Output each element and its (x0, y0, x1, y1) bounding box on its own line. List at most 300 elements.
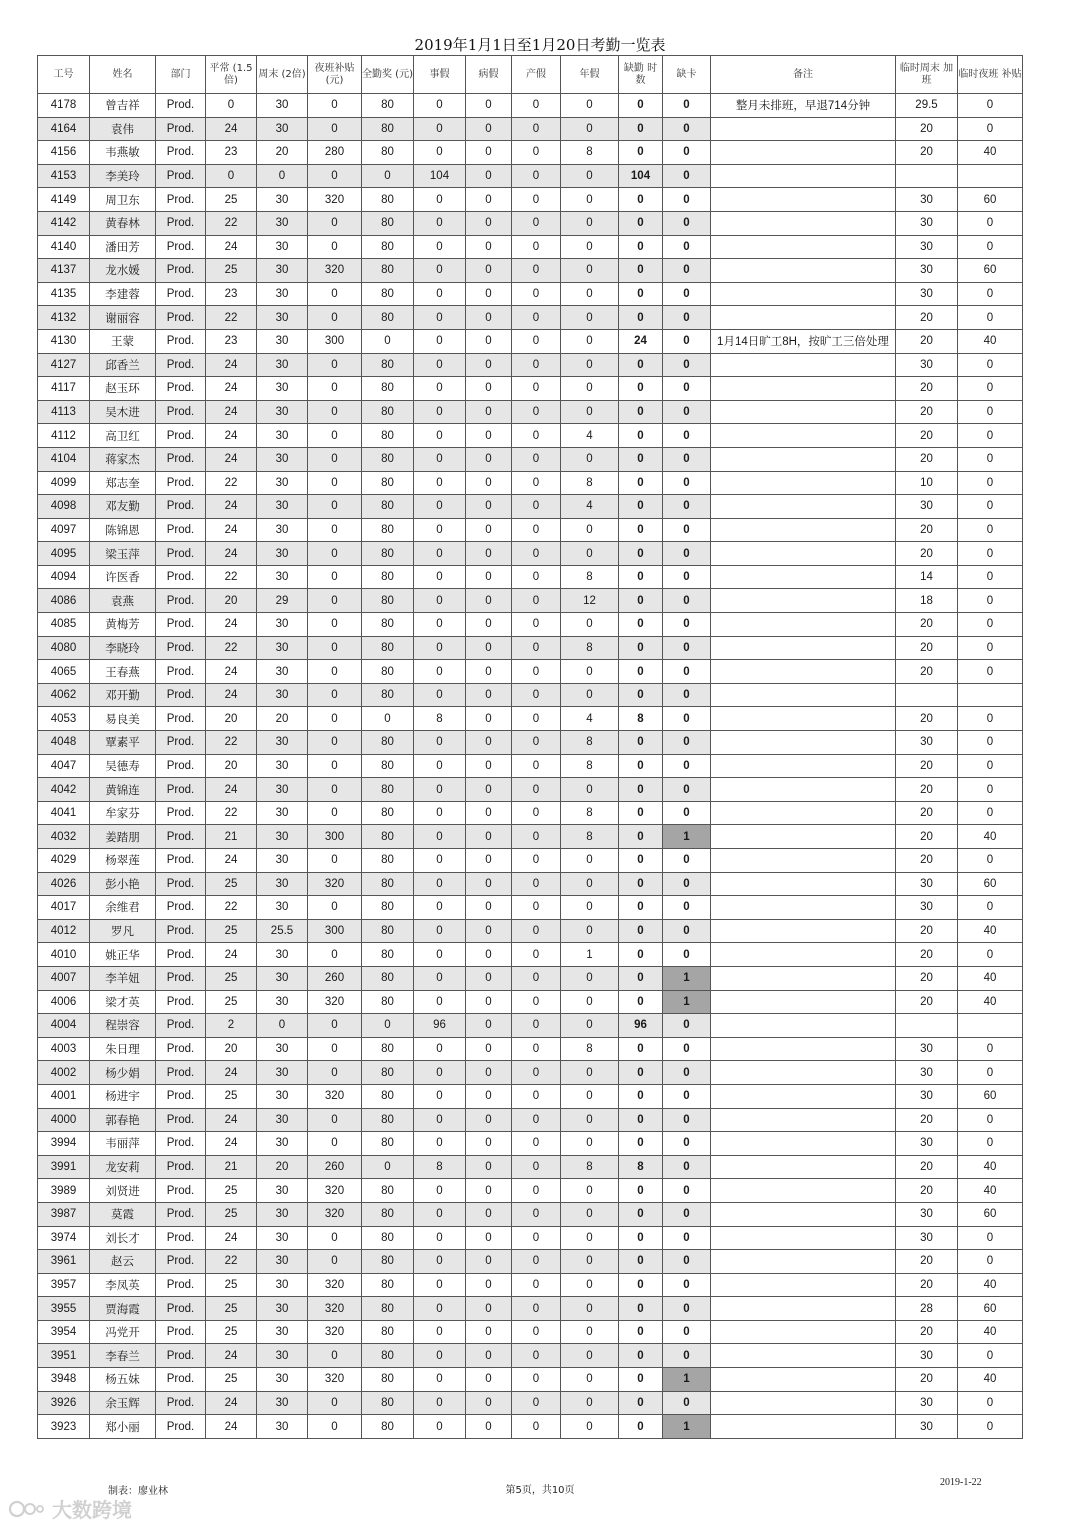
col-id-cell: 4000 (38, 1108, 90, 1132)
col-weekend-ot-cell: 30 (257, 329, 308, 353)
col-weekend-cell: 30 (896, 211, 958, 235)
col-sick-leave-cell: 0 (466, 565, 512, 589)
col-dept-cell: Prod. (156, 1132, 206, 1156)
col-weekend-ot-cell: 30 (257, 613, 308, 637)
col-id-cell: 4094 (38, 565, 90, 589)
col-annual-leave-cell: 0 (561, 1391, 619, 1415)
col-absent-cell: 0 (619, 1037, 663, 1061)
col-id-cell: 4153 (38, 164, 90, 188)
col-night-cell: 0 (958, 377, 1023, 401)
col-maternity-leave-cell: 0 (512, 447, 561, 471)
col-dept-cell: Prod. (156, 94, 206, 118)
col-absent-cell: 0 (619, 778, 663, 802)
col-miss-cell: 0 (663, 164, 711, 188)
col-miss-cell: 0 (663, 707, 711, 731)
col-name-cell: 李建蓉 (90, 282, 156, 306)
col-personal-leave-cell: 0 (414, 1368, 466, 1392)
table-row (38, 424, 1023, 448)
col-maternity-leave-cell: 0 (512, 896, 561, 920)
col-name-cell: 李凤英 (90, 1273, 156, 1297)
col-note-cell: 1月14日旷工8H，按旷工三倍处理 (711, 329, 896, 353)
col-weekend-ot-cell: 30 (257, 235, 308, 259)
col-night-allowance-cell: 260 (308, 1155, 362, 1179)
col-sick-leave-cell: 0 (466, 1179, 512, 1203)
table-row (38, 589, 1023, 613)
col-sick-leave-cell: 0 (466, 1415, 512, 1439)
col-maternity-leave-cell: 0 (512, 259, 561, 283)
col-weekend-cell: 20 (896, 849, 958, 873)
col-sick-leave-cell: 0 (466, 353, 512, 377)
col-weekend-cell: 20 (896, 966, 958, 990)
col-weekend-ot-cell: 30 (257, 1061, 308, 1085)
col-weekend-cell: 20 (896, 1155, 958, 1179)
col-absent-cell: 0 (619, 754, 663, 778)
col-night-cell: 0 (958, 306, 1023, 330)
col-night-allowance-cell: 0 (308, 400, 362, 424)
col-miss-cell: 0 (663, 636, 711, 660)
col-sick-leave-cell: 0 (466, 1368, 512, 1392)
col-weekday-cell: 25 (206, 990, 257, 1014)
col-dept-cell: Prod. (156, 565, 206, 589)
col-dept-cell: Prod. (156, 966, 206, 990)
col-id-cell: 4137 (38, 259, 90, 283)
col-weekend-ot-cell: 30 (257, 731, 308, 755)
col-night-cell: 0 (958, 589, 1023, 613)
col-id-cell: 4135 (38, 282, 90, 306)
table-row (38, 1320, 1023, 1344)
col-miss-cell: 0 (663, 447, 711, 471)
col-maternity-leave-cell: 0 (512, 919, 561, 943)
col-note-cell (711, 731, 896, 755)
col-night-cell: 0 (958, 117, 1023, 141)
col-dept-cell: Prod. (156, 282, 206, 306)
col-night-allowance-cell: 0 (308, 471, 362, 495)
col-miss-cell: 0 (663, 282, 711, 306)
col-night-allowance-cell: 0 (308, 683, 362, 707)
col-note-cell (711, 1108, 896, 1132)
table-row (38, 188, 1023, 212)
col-annual-leave-cell: 0 (561, 188, 619, 212)
col-annual-leave-cell: 0 (561, 282, 619, 306)
col-bonus-cell: 80 (362, 211, 414, 235)
col-night-allowance-cell: 300 (308, 329, 362, 353)
col-note-cell (711, 1061, 896, 1085)
col-bonus-cell: 80 (362, 849, 414, 873)
col-weekday-cell: 24 (206, 1108, 257, 1132)
col-dept-cell: Prod. (156, 377, 206, 401)
col-night-allowance-cell: 280 (308, 141, 362, 165)
col-bonus-cell: 80 (362, 471, 414, 495)
col-annual-leave-cell: 0 (561, 990, 619, 1014)
col-id-cell: 4113 (38, 400, 90, 424)
watermark-logo-icon (8, 1498, 48, 1520)
table-row (38, 94, 1023, 118)
col-annual-leave-cell: 0 (561, 1250, 619, 1274)
col-absent-cell: 0 (619, 94, 663, 118)
col-maternity-leave-cell: 0 (512, 188, 561, 212)
col-weekend-cell: 30 (896, 1132, 958, 1156)
col-bonus-cell: 80 (362, 1415, 414, 1439)
col-miss-cell: 0 (663, 1108, 711, 1132)
col-personal-leave-cell: 0 (414, 1391, 466, 1415)
col-header-sick-leave: 病假 (466, 56, 512, 94)
col-note-cell (711, 518, 896, 542)
col-miss-cell: 0 (663, 565, 711, 589)
col-annual-leave-cell: 0 (561, 683, 619, 707)
col-note-cell (711, 1391, 896, 1415)
col-sick-leave-cell: 0 (466, 778, 512, 802)
col-note-cell (711, 306, 896, 330)
col-night-allowance-cell: 0 (308, 164, 362, 188)
col-name-cell: 周卫东 (90, 188, 156, 212)
col-dept-cell: Prod. (156, 164, 206, 188)
col-annual-leave-cell: 0 (561, 353, 619, 377)
col-name-cell: 莫霞 (90, 1202, 156, 1226)
col-annual-leave-cell: 8 (561, 754, 619, 778)
col-personal-leave-cell: 8 (414, 707, 466, 731)
table-row (38, 1037, 1023, 1061)
col-note-cell (711, 235, 896, 259)
col-sick-leave-cell: 0 (466, 235, 512, 259)
col-sick-leave-cell: 0 (466, 919, 512, 943)
col-personal-leave-cell: 0 (414, 1202, 466, 1226)
col-personal-leave-cell: 0 (414, 329, 466, 353)
col-weekend-ot-cell: 30 (257, 1108, 308, 1132)
col-night-cell: 0 (958, 447, 1023, 471)
col-absent-cell: 0 (619, 801, 663, 825)
col-night-allowance-cell: 0 (308, 849, 362, 873)
col-miss-cell: 0 (663, 896, 711, 920)
attendance-table (37, 55, 1023, 1439)
col-bonus-cell: 80 (362, 636, 414, 660)
col-dept-cell: Prod. (156, 754, 206, 778)
col-annual-leave-cell: 0 (561, 1320, 619, 1344)
col-maternity-leave-cell: 0 (512, 353, 561, 377)
col-maternity-leave-cell: 0 (512, 400, 561, 424)
col-weekday-cell: 24 (206, 683, 257, 707)
sheet-title: 2019年1月1日至1月20日考勤一览表 (414, 36, 666, 54)
col-annual-leave-cell: 8 (561, 731, 619, 755)
col-maternity-leave-cell: 0 (512, 117, 561, 141)
col-miss-cell: 0 (663, 400, 711, 424)
col-header-weekend: 周末 (2倍) (257, 56, 308, 94)
col-night-allowance-cell: 0 (308, 754, 362, 778)
col-annual-leave-cell: 0 (561, 778, 619, 802)
col-sick-leave-cell: 0 (466, 1226, 512, 1250)
col-maternity-leave-cell: 0 (512, 542, 561, 566)
col-sick-leave-cell: 0 (466, 1014, 512, 1038)
col-id-cell: 4006 (38, 990, 90, 1014)
col-note-cell (711, 1368, 896, 1392)
col-night-cell: 60 (958, 188, 1023, 212)
col-weekday-cell: 23 (206, 282, 257, 306)
col-bonus-cell: 80 (362, 235, 414, 259)
col-note-cell (711, 164, 896, 188)
table-row (38, 518, 1023, 542)
col-name-cell: 冯党开 (90, 1320, 156, 1344)
col-bonus-cell: 80 (362, 1297, 414, 1321)
col-weekday-cell: 24 (206, 1415, 257, 1439)
col-weekend-ot-cell: 25.5 (257, 919, 308, 943)
col-night-allowance-cell: 320 (308, 990, 362, 1014)
col-name-cell: 赵玉环 (90, 377, 156, 401)
col-weekend-ot-cell: 30 (257, 966, 308, 990)
col-bonus-cell: 80 (362, 683, 414, 707)
col-name-cell: 李晓玲 (90, 636, 156, 660)
col-personal-leave-cell: 0 (414, 966, 466, 990)
col-annual-leave-cell: 1 (561, 943, 619, 967)
col-weekend-ot-cell: 30 (257, 1391, 308, 1415)
col-maternity-leave-cell: 0 (512, 825, 561, 849)
col-maternity-leave-cell: 0 (512, 1155, 561, 1179)
col-miss-cell: 0 (663, 1391, 711, 1415)
col-name-cell: 陈锦恩 (90, 518, 156, 542)
col-weekend-cell: 30 (896, 1202, 958, 1226)
col-id-cell: 4026 (38, 872, 90, 896)
col-sick-leave-cell: 0 (466, 329, 512, 353)
col-note-cell (711, 1415, 896, 1439)
col-sick-leave-cell: 0 (466, 1037, 512, 1061)
col-sick-leave-cell: 0 (466, 377, 512, 401)
col-maternity-leave-cell: 0 (512, 1368, 561, 1392)
col-weekend-cell: 20 (896, 1368, 958, 1392)
col-id-cell: 3989 (38, 1179, 90, 1203)
col-personal-leave-cell: 0 (414, 211, 466, 235)
col-weekday-cell: 23 (206, 141, 257, 165)
col-night-cell: 0 (958, 211, 1023, 235)
col-note-cell (711, 707, 896, 731)
col-weekend-ot-cell: 30 (257, 1273, 308, 1297)
col-night-cell: 0 (958, 1108, 1023, 1132)
col-miss-cell: 0 (663, 660, 711, 684)
col-night-cell: 0 (958, 518, 1023, 542)
col-miss-cell: 1 (663, 1368, 711, 1392)
col-bonus-cell: 80 (362, 1391, 414, 1415)
col-sick-leave-cell: 0 (466, 801, 512, 825)
col-name-cell: 王蒙 (90, 329, 156, 353)
col-dept-cell: Prod. (156, 825, 206, 849)
col-name-cell: 郭春艳 (90, 1108, 156, 1132)
col-absent-cell: 0 (619, 731, 663, 755)
table-row (38, 259, 1023, 283)
col-annual-leave-cell: 8 (561, 801, 619, 825)
col-miss-cell: 0 (663, 211, 711, 235)
col-absent-cell: 0 (619, 1273, 663, 1297)
col-weekday-cell: 25 (206, 259, 257, 283)
col-annual-leave-cell: 0 (561, 259, 619, 283)
table-row (38, 164, 1023, 188)
col-maternity-leave-cell: 0 (512, 1014, 561, 1038)
col-weekend-ot-cell: 30 (257, 1344, 308, 1368)
col-miss-cell: 0 (663, 306, 711, 330)
table-row (38, 1226, 1023, 1250)
col-night-allowance-cell: 0 (308, 1250, 362, 1274)
col-sick-leave-cell: 0 (466, 966, 512, 990)
col-maternity-leave-cell: 0 (512, 211, 561, 235)
col-absent-cell: 0 (619, 400, 663, 424)
col-miss-cell: 0 (663, 377, 711, 401)
col-weekend-ot-cell: 30 (257, 1297, 308, 1321)
col-bonus-cell: 80 (362, 1179, 414, 1203)
col-note-cell (711, 424, 896, 448)
col-name-cell: 邓友勤 (90, 495, 156, 519)
col-name-cell: 牟家芬 (90, 801, 156, 825)
col-night-cell: 0 (958, 495, 1023, 519)
col-sick-leave-cell: 0 (466, 896, 512, 920)
col-absent-cell: 0 (619, 1368, 663, 1392)
col-sick-leave-cell: 0 (466, 1273, 512, 1297)
col-night-allowance-cell: 0 (308, 235, 362, 259)
col-name-cell: 杨进宇 (90, 1084, 156, 1108)
col-night-allowance-cell: 0 (308, 495, 362, 519)
col-id-cell: 4098 (38, 495, 90, 519)
col-name-cell: 梁才英 (90, 990, 156, 1014)
col-bonus-cell: 80 (362, 990, 414, 1014)
col-night-cell: 40 (958, 966, 1023, 990)
col-absent-cell: 0 (619, 919, 663, 943)
col-absent-cell: 0 (619, 660, 663, 684)
col-note-cell (711, 683, 896, 707)
col-night-cell: 40 (958, 1273, 1023, 1297)
col-weekend-ot-cell: 30 (257, 1415, 308, 1439)
col-miss-cell: 0 (663, 1014, 711, 1038)
col-annual-leave-cell: 0 (561, 872, 619, 896)
col-weekend-ot-cell: 30 (257, 211, 308, 235)
col-miss-cell: 0 (663, 1250, 711, 1274)
col-id-cell: 3974 (38, 1226, 90, 1250)
col-weekend-cell: 30 (896, 1226, 958, 1250)
col-sick-leave-cell: 0 (466, 518, 512, 542)
col-note-cell (711, 943, 896, 967)
col-sick-leave-cell: 0 (466, 990, 512, 1014)
col-note-cell (711, 1250, 896, 1274)
table-row (38, 849, 1023, 873)
table-row (38, 329, 1023, 353)
table-row (38, 896, 1023, 920)
col-note-cell (711, 1014, 896, 1038)
col-weekend-cell (896, 1014, 958, 1038)
col-maternity-leave-cell: 0 (512, 801, 561, 825)
col-name-cell: 潘田芳 (90, 235, 156, 259)
col-weekend-ot-cell: 0 (257, 164, 308, 188)
col-sick-leave-cell: 0 (466, 872, 512, 896)
col-bonus-cell: 80 (362, 1250, 414, 1274)
col-miss-cell: 0 (663, 801, 711, 825)
col-id-cell: 3954 (38, 1320, 90, 1344)
col-night-allowance-cell: 320 (308, 1084, 362, 1108)
col-weekend-ot-cell: 20 (257, 707, 308, 731)
col-personal-leave-cell: 0 (414, 565, 466, 589)
col-header-temp-night-allowance: 临时夜班 补贴 (958, 56, 1023, 94)
col-night-cell: 0 (958, 424, 1023, 448)
col-night-cell: 60 (958, 259, 1023, 283)
col-weekday-cell: 0 (206, 164, 257, 188)
col-miss-cell: 0 (663, 683, 711, 707)
col-weekday-cell: 20 (206, 707, 257, 731)
col-dept-cell: Prod. (156, 400, 206, 424)
col-night-cell: 0 (958, 1250, 1023, 1274)
col-annual-leave-cell: 0 (561, 1179, 619, 1203)
col-annual-leave-cell: 0 (561, 1368, 619, 1392)
col-sick-leave-cell: 0 (466, 259, 512, 283)
col-night-allowance-cell: 0 (308, 1415, 362, 1439)
col-night-allowance-cell: 0 (308, 542, 362, 566)
col-annual-leave-cell: 0 (561, 329, 619, 353)
col-name-cell: 邱香兰 (90, 353, 156, 377)
col-night-cell: 0 (958, 943, 1023, 967)
col-id-cell: 3994 (38, 1132, 90, 1156)
col-weekend-ot-cell: 30 (257, 259, 308, 283)
col-weekend-cell: 20 (896, 990, 958, 1014)
col-note-cell (711, 1155, 896, 1179)
col-dept-cell: Prod. (156, 306, 206, 330)
col-absent-cell: 104 (619, 164, 663, 188)
col-weekend-cell: 20 (896, 801, 958, 825)
col-maternity-leave-cell: 0 (512, 282, 561, 306)
col-bonus-cell: 80 (362, 660, 414, 684)
col-night-cell: 40 (958, 1320, 1023, 1344)
col-bonus-cell: 80 (362, 778, 414, 802)
col-maternity-leave-cell: 0 (512, 235, 561, 259)
col-weekend-cell (896, 164, 958, 188)
col-weekend-cell: 20 (896, 1250, 958, 1274)
col-weekend-ot-cell: 30 (257, 801, 308, 825)
col-weekday-cell: 25 (206, 872, 257, 896)
col-absent-cell: 96 (619, 1014, 663, 1038)
col-miss-cell: 0 (663, 1297, 711, 1321)
col-id-cell: 4047 (38, 754, 90, 778)
col-header-night-allowance: 夜班补贴 (元) (308, 56, 362, 94)
col-weekend-ot-cell: 30 (257, 872, 308, 896)
col-absent-cell: 0 (619, 141, 663, 165)
col-id-cell: 4130 (38, 329, 90, 353)
col-weekday-cell: 25 (206, 1273, 257, 1297)
col-name-cell: 朱日理 (90, 1037, 156, 1061)
col-night-cell: 0 (958, 471, 1023, 495)
col-maternity-leave-cell: 0 (512, 1226, 561, 1250)
col-weekend-ot-cell: 30 (257, 636, 308, 660)
col-sick-leave-cell: 0 (466, 141, 512, 165)
col-sick-leave-cell: 0 (466, 1202, 512, 1226)
table-row (38, 1202, 1023, 1226)
col-name-cell: 杨少娟 (90, 1061, 156, 1085)
col-note-cell (711, 896, 896, 920)
col-weekday-cell: 24 (206, 235, 257, 259)
col-name-cell: 易良美 (90, 707, 156, 731)
col-night-cell: 0 (958, 1415, 1023, 1439)
col-annual-leave-cell: 0 (561, 1273, 619, 1297)
col-name-cell: 杨翠莲 (90, 849, 156, 873)
col-note-cell (711, 141, 896, 165)
col-miss-cell: 0 (663, 542, 711, 566)
col-id-cell: 4048 (38, 731, 90, 755)
col-night-cell: 0 (958, 1037, 1023, 1061)
col-annual-leave-cell: 0 (561, 849, 619, 873)
col-night-cell: 40 (958, 329, 1023, 353)
col-sick-leave-cell: 0 (466, 94, 512, 118)
col-weekday-cell: 25 (206, 1297, 257, 1321)
col-id-cell: 4178 (38, 94, 90, 118)
col-sick-leave-cell: 0 (466, 660, 512, 684)
col-annual-leave-cell: 0 (561, 966, 619, 990)
col-annual-leave-cell: 0 (561, 235, 619, 259)
col-absent-cell: 0 (619, 542, 663, 566)
col-weekend-ot-cell: 30 (257, 943, 308, 967)
table-row (38, 1250, 1023, 1274)
table-row (38, 1368, 1023, 1392)
col-personal-leave-cell: 0 (414, 731, 466, 755)
table-row (38, 565, 1023, 589)
